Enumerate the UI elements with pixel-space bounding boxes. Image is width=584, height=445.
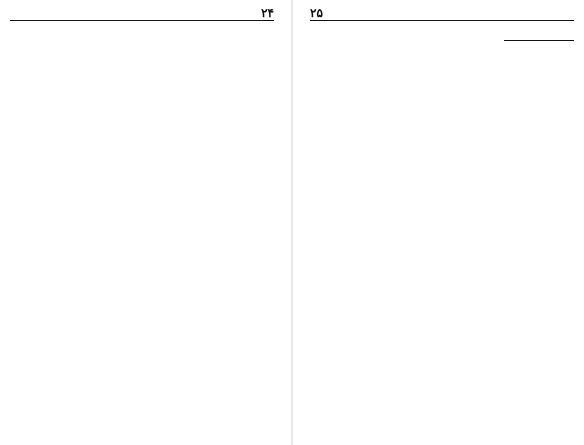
- right-page: [292, 0, 584, 445]
- footnote-rule: [504, 40, 574, 41]
- right-page-number: ۲۵: [310, 6, 323, 20]
- left-page-header: [10, 6, 274, 21]
- left-page-number: ۲۴: [261, 6, 274, 20]
- left-page-body: [10, 27, 274, 33]
- right-page-header: [310, 6, 574, 21]
- right-page-body: [310, 27, 574, 36]
